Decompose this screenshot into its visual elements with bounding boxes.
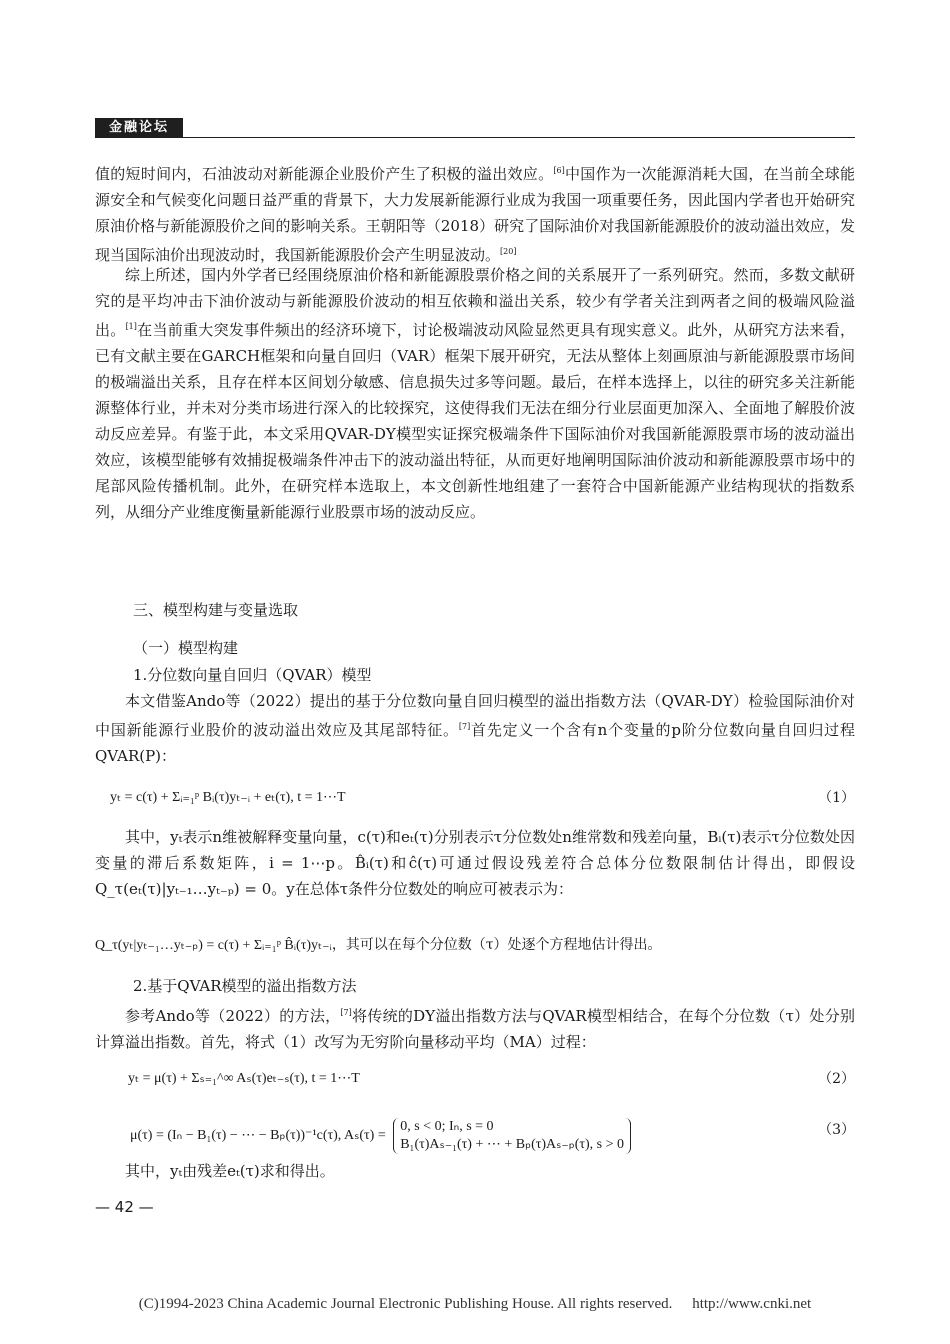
paragraph-2: [95, 262, 855, 525]
p5-text-a: 参考Ando等（2022）的方法，: [125, 1007, 341, 1025]
equation-1-number: （1）: [818, 790, 855, 806]
p2-text-a: 综上所述，国内外学者已经围绕原油价格和新能源股票价格之间的关系展开了一系列研究。然而，多数文献研究的是平均冲击下油价波动与新能源股价波动的相互依赖和溢出关系，较少有学者关注到两者之间的极端风险溢出。: [95, 266, 855, 339]
page-dash-right: —: [133, 1198, 154, 1216]
equation-3-cases: [393, 1118, 631, 1154]
citation-7[interactable]: [7]: [458, 722, 471, 731]
subsection-1-1-title: 1.分位数向量自回归（QVAR）模型: [133, 666, 372, 684]
p4-text-c: ，其可以在每个分位数（τ）处逐个方程地估计得出。: [331, 937, 662, 953]
equation-3-number: （3）: [818, 1122, 855, 1138]
journal-tag: 金融论坛: [95, 118, 183, 138]
equation-2-number: （2）: [818, 1071, 855, 1087]
paragraph-1: [95, 158, 855, 268]
citation-6[interactable]: [6]: [553, 166, 565, 175]
subsection-1-title: （一）模型构建: [133, 639, 239, 657]
citation-7b[interactable]: [7]: [340, 1008, 352, 1017]
citation-20[interactable]: [20]: [500, 247, 517, 256]
section-3-title: 三、模型构建与变量选取: [133, 601, 299, 619]
paragraph-3: [95, 688, 855, 769]
page-dash-left: —: [95, 1198, 115, 1216]
paragraph-5: [95, 1000, 855, 1055]
inline-quantile-equation: Q_τ(yₜ|yₜ₋₁…yₜ₋ₚ) = c(τ) + Σᵢ₌₁ᵖ B̂ᵢ(τ)yₜ₋ᵢ: [95, 938, 332, 953]
p5-text-b: 将传统的DY溢出指数方法与QVAR模型相结合，在每个分位数（τ）处分别计算溢出指数。首先，将式（1）改写为无穷阶向量移动平均（MA）过程：: [95, 1007, 855, 1051]
p6-text: 其中，yₜ由残差eₜ(τ)求和得出。: [125, 1162, 335, 1180]
p1-text-a: 值的短时间内，石油波动对新能源企业股价产生了积极的溢出效应。: [95, 165, 554, 183]
p4-text-a: 其中，yₜ表示n维被解释变量向量，c(τ)和eₜ(τ)分别表示τ分位数处n维常数和残差向量，Bᵢ(τ)表示τ分位数处因变量的滞后系数矩阵，i = 1⋯p。B̂ᵢ(τ)和ĉ(τ)可通过假设残差符合总体分位数限制估计得出，即假设Q_τ(eₜ(τ)|yₜ₋₁…yₜ₋ₚ) = 0。y在总体τ条件分位数处的响应可被表示为：: [95, 828, 855, 898]
equation-3: [130, 1118, 631, 1154]
p3-text-b: 首先定义一个含有n个变量的p阶分位数向量自回归过程QVAR(P)：: [95, 721, 855, 765]
p2-text-b: 在当前重大突发事件频出的经济环境下，讨论极端波动风险显然更具有现实意义。此外，从研究方法来看，已有文献主要在GARCH框架和向量自回归（VAR）框架下展开研究，无法从整体上刻画原油与新能源股票市场间的极端溢出关系，且存在样本区间划分敏感、信息损失过多等问题。最后，在样本选择上，以往的研究多关注新能源整体行业，并未对分类市场进行深入的比较探究，这使得我们无法在细分行业层面更加深入、全面地了解股价波动反应差异。有鉴于此，本文采用QVAR-DY模型实证探究极端条件下国际油价对我国新能源股票市场的波动溢出效应，该模型能够有效捕捉极端条件冲击下的波动溢出特征，从而更好地阐明国际油价波动和新能源股票市场中的尾部风险传播机制。此外，在研究样本选取上，本文创新性地组建了一套符合中国新能源产业结构现状的指数系列，从细分产业维度衡量新能源行业股票市场的波动反应。: [95, 321, 855, 521]
p3-text-a: 本文借鉴Ando等（2022）提出的基于分位数向量自回归模型的溢出指数方法（QVAR-DY）检验国际油价对中国新能源行业股价的波动溢出效应及其尾部特征。: [95, 692, 855, 739]
equation-2: yₜ = μ(τ) + Σₛ₌₁^∞ Aₛ(τ)eₜ₋ₛ(τ), t = 1⋯T: [128, 1071, 360, 1086]
equation-3-case-2: B₁(τ)Aₛ₋₁(τ) + ⋯ + Bₚ(τ)Aₛ₋ₚ(τ), s > 0: [400, 1137, 625, 1152]
citation-1[interactable]: [1]: [125, 322, 137, 331]
equation-3-left: μ(τ) = (Iₙ − B₁(τ) − ⋯ − Bₚ(τ))⁻¹c(τ), Aₛ(τ) =: [130, 1128, 386, 1144]
subsection-1-2-title: 2.基于QVAR模型的溢出指数方法: [133, 977, 357, 995]
page-number: [95, 1198, 154, 1216]
footer-copyright: (C)1994-2023 China Academic Journal Electronic Publishing House. All rights reserved.: [138, 1296, 673, 1312]
cnki-footer: [0, 1296, 950, 1313]
p1-text-b: 中国作为一次能源消耗大国，在当前全球能源安全和气候变化问题日益严重的背景下，大力发展新能源行业成为我国一项重要任务，因此国内学者也开始研究原油价格与新能源股价之间的影响关系。王朝阳等（2018）研究了国际油价对我国新能源股价的波动溢出效应，发现当国际油价出现波动时，我国新能源股价会产生明显波动。: [95, 165, 855, 264]
equation-1: yₜ = c(τ) + Σᵢ₌₁ᵖ Bᵢ(τ)yₜ₋ᵢ + eₜ(τ), t = 1⋯T: [110, 790, 346, 805]
footer-url[interactable]: http://www.cnki.net: [692, 1296, 812, 1312]
equation-3-case-1: 0, s < 0; Iₙ, s = 0: [400, 1119, 494, 1134]
header-rule: [95, 137, 855, 138]
paragraph-4-formula-line: [95, 932, 855, 959]
paragraph-4: [95, 824, 855, 902]
page-number-value: 42: [114, 1198, 134, 1216]
paragraph-6: [95, 1158, 855, 1184]
